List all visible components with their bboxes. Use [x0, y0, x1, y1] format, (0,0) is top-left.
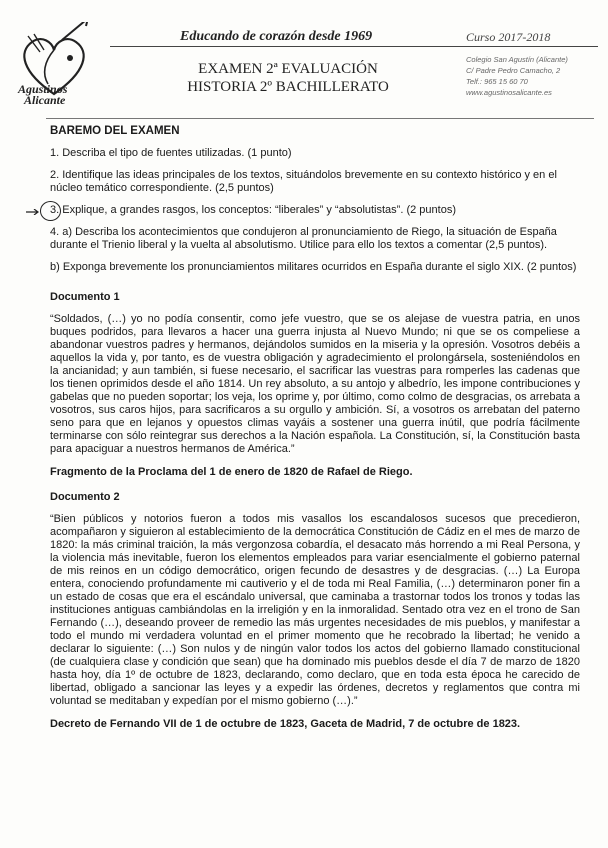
exam-body	[50, 123, 580, 731]
section-divider	[46, 118, 594, 119]
logo-text: Agustinos Alicante	[18, 82, 68, 107]
document-2-heading: Documento 2	[50, 491, 120, 503]
handwritten-arrow-icon	[26, 209, 40, 215]
exam-title: EXAMEN 2ª EVALUACIÓN HISTORIA 2º BACHILLERATO	[187, 61, 389, 95]
question-4a: 4. a) Describa los acontecimientos que condujeron al pronunciamiento de Riego, la situación de España durante el Trienio liberal y la vuelta al absolutismo. Utilice para ello los textos a comentar (2,5 puntos).	[50, 226, 557, 251]
handwritten-circle-mark	[40, 201, 61, 221]
baremo-heading: BAREMO DEL EXAMEN	[50, 125, 180, 137]
header-divider	[110, 46, 598, 47]
school-motto: Educando de corazón desde 1969	[180, 29, 373, 44]
exam-header	[0, 0, 608, 112]
question-1: 1. Describa el tipo de fuentes utilizadas. (1 punto)	[50, 147, 292, 159]
document-1-heading: Documento 1	[50, 291, 120, 303]
school-address: Colegio San Agustín (Alicante) C/ Padre Pedro Camacho, 2 Telf.: 965 15 60 70 www.agustinosalicante.es	[466, 55, 568, 97]
document-2-source: Decreto de Fernando VII de 1 de octubre de 1823, Gaceta de Madrid, 7 de octubre de 1823.	[50, 718, 521, 730]
course-year: Curso 2017-2018	[466, 30, 551, 44]
question-4b: b) Exponga brevemente los pronunciamientos militares ocurridos en España durante el siglo XIX. (2 puntos)	[50, 261, 577, 273]
question-2: 2. Identifique las ideas principales de los textos, situándolos brevemente en su contexto histórico y en el núcleo temático correspondiente. (2,5 puntos)	[50, 169, 557, 194]
question-3: 3. Explique, a grandes rasgos, los conceptos: “liberales” y “absolutistas”. (2 puntos)	[50, 204, 580, 217]
document-1-text: “Soldados, (…) yo no podía consentir, como jefe vuestro, que se os alejase de vuestra patria, en unos buques podridos, para llevaros a hacer una guerra injusta al Nuevo Mundo; ni que se os compeliese a abandonar vuestros padres y hermanos, dejándolos sumidos en la miseria y la opresión. Vosotros debéis a aquellos la vida y, por tanto, es de vuestra obligación y agradecimiento el prolongársela, sosteniéndolos en la ancianidad; y aun también, si fuese necesario, el sacrificar las vuestras para romperles las cadenas que los tienen oprimidos desde el año 1814. Un rey absoluto, a su antojo y albedrío, les impone contribuciones y gabelas que no pueden soportar; los veja, los oprime y, por último, como colmo de desgracias, os arrebata a vosotros, sus caros hijos, para sacrificaros a su orgullo y ambición. Sí, a vosotros os arrebatan del paterno seno para que en lejanos y opuestos climas vayáis a sostener una guerra inútil, que podría fácilmente terminarse con sólo reintegrar sus derechos a la Nación española. La Constitución, sí, la Constitución basta para apaciguar a nuestros hermanos de América.”	[50, 313, 580, 455]
document-2-text: “Bien públicos y notorios fueron a todos mis vasallos los escandalosos sucesos que precedieron, acompañaron y siguieron al establecimiento de la democrática Constitución de Cádiz en el mes de marzo de 1820: la más criminal traición, la más vergonzosa cobardía, el desacato más horrendo a mi Real Persona, y la violencia más inevitable, fueron los elementos empleados para variar esencialmente el gobierno paternal de mis reinos en un código democrático, origen fecundo de desastres y de desgracias. (…) La Europa entera, conociendo profundamente mi cautiverio y el de toda mi Real Familia, (…) determinaron poner fin a un estado de cosas que era el escándalo universal, que caminaba a trastornar todos los tronos y todas las instituciones antiguas cambiándolas en la irreligión y en la inmoralidad. Sentado otra vez en el trono de San Fernando (…), deseando proveer de remedio las más urgentes necesidades de mis pueblos, y manifestar a todo el mundo mi verdadera voluntad en el primer momento que he recobrado la libertad; he venido a declarar lo siguiente: (…) Son nulos y de ningún valor todos los actos del gobierno llamado constitucional (de cualquiera clase y condición que sean) que ha dominado mis pueblos desde el día 7 de marzo de 1820 hasta hoy, día 1º de octubre de 1823, declarando, como declaro, que en toda esta época he carecido de libertad, obligado a sancionar las leyes y a expedir las órdenes, decretos y reglamentos que contra mi voluntad se meditaban y expedían por el mismo gobierno (…).”	[50, 513, 580, 707]
document-1-source: Fragmento de la Proclama del 1 de enero de 1820 de Rafael de Riego.	[50, 466, 413, 478]
